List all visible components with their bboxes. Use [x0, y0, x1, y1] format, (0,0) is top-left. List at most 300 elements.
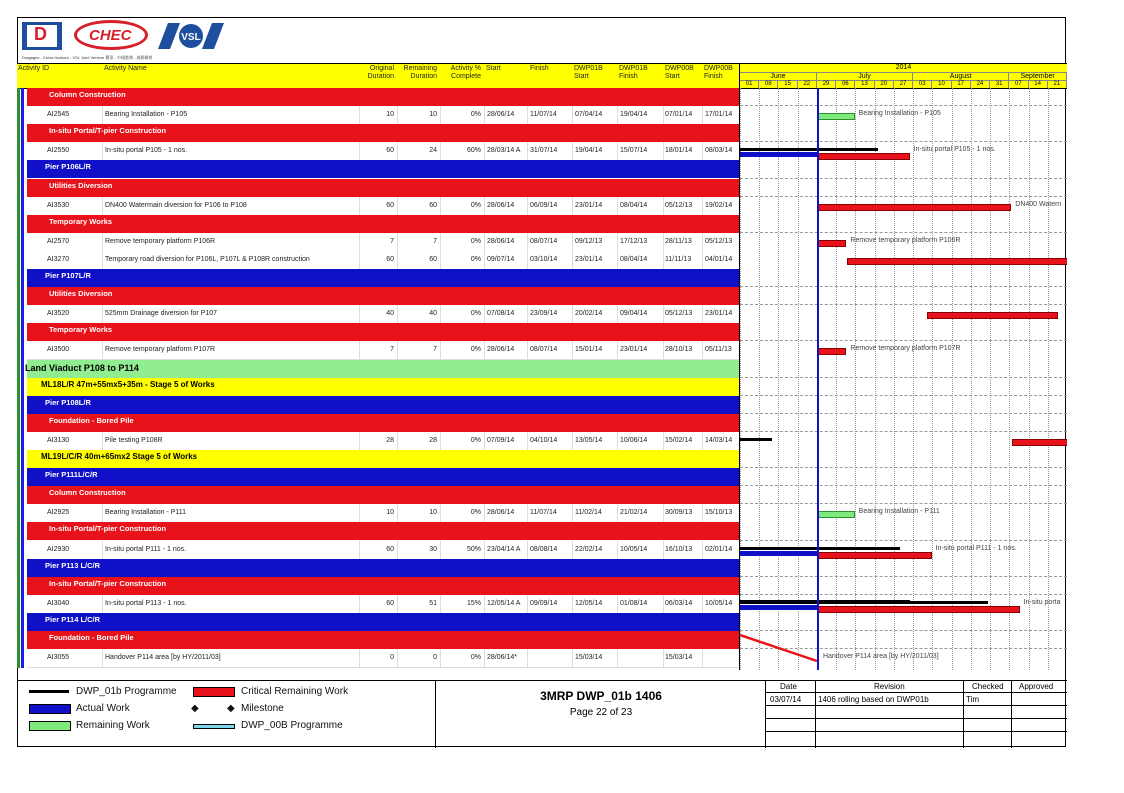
- rev-description: 1406 rolling based on DWP01b: [818, 695, 929, 704]
- critical-bar[interactable]: [817, 204, 1011, 211]
- legend-dwp00b: DWP_00B Programme: [241, 720, 343, 731]
- activity-row[interactable]: [27, 305, 739, 324]
- data-date-line: [817, 88, 819, 670]
- cell-s00: 16/10/13: [665, 545, 693, 553]
- cell-od: 0: [390, 654, 394, 662]
- dwp01b-bar[interactable]: [740, 547, 900, 550]
- cell-f01: 19/04/14: [620, 111, 648, 119]
- timescale-month: July: [817, 73, 913, 81]
- wbs-label: In-situ Portal/T-pier Construction: [49, 578, 167, 588]
- wbs-band[interactable]: [27, 360, 739, 378]
- column-header-row: [17, 63, 739, 89]
- activity-row[interactable]: [27, 106, 739, 125]
- cell-s00: 06/03/14: [665, 599, 693, 607]
- activity-row[interactable]: [27, 541, 739, 560]
- legend-milestone: Milestone: [241, 703, 284, 714]
- header-dwp01b-start[interactable]: DWP01B Start: [574, 65, 603, 80]
- grid-line: [778, 88, 779, 670]
- wbs-label: Pier P108L/R: [45, 397, 91, 407]
- dwp01b-bar[interactable]: [740, 148, 878, 151]
- cell-s00: 30/09/13: [665, 509, 693, 517]
- timescale-month: September: [1009, 73, 1067, 81]
- cell-od: 7: [390, 346, 394, 354]
- cell-pct: 0%: [470, 201, 481, 209]
- activity-row[interactable]: [27, 649, 739, 668]
- gantt-bar-label: Bearing Installation - P105: [858, 110, 941, 118]
- grid-line: [1029, 88, 1030, 670]
- activity-row[interactable]: [27, 595, 739, 614]
- wbs-gantt-band: [740, 232, 1067, 233]
- critical-swatch-icon: [193, 687, 235, 697]
- cell-finish: 08/08/14: [530, 545, 558, 553]
- critical-bar[interactable]: [817, 606, 1020, 613]
- cell-rd: 7: [433, 346, 437, 354]
- cell-name: Temporary road diversion for P106L, P107L & P108R construction: [105, 255, 310, 263]
- actual-bar[interactable]: [740, 152, 817, 157]
- cell-id: AI2930: [47, 545, 70, 553]
- cell-od: 60: [386, 255, 394, 263]
- wbs-band[interactable]: [27, 396, 739, 414]
- critical-bar[interactable]: [817, 348, 846, 355]
- cell-s01: 20/02/14: [575, 310, 603, 318]
- header-activity-name[interactable]: Activity Name: [104, 65, 147, 72]
- gantt-bar-label: In-situ portal P105 - 1 nos.: [913, 146, 996, 154]
- cell-rd: 0: [433, 654, 437, 662]
- timescale-year: 2014: [740, 64, 1067, 73]
- grid-line: [952, 88, 953, 670]
- cell-rd: 28: [429, 436, 437, 444]
- cell-finish: 08/07/14: [530, 346, 558, 354]
- cell-rd: 60: [429, 255, 437, 263]
- legend-critical: Critical Remaining Work: [241, 686, 349, 697]
- cell-pct: 0%: [470, 111, 481, 119]
- page-number: Page 22 of 23: [569, 707, 633, 718]
- wbs-band[interactable]: [27, 631, 739, 649]
- cell-start: 09/07/14: [487, 255, 515, 263]
- wbs-label: Utilities Diversion: [49, 289, 113, 299]
- rev-header-approved: Approved: [1019, 682, 1054, 691]
- cell-s01: 15/01/14: [575, 346, 603, 354]
- cell-s01: 07/04/14: [575, 111, 603, 119]
- legend-actual: Actual Work: [76, 703, 130, 714]
- cell-id: AI3530: [47, 201, 70, 209]
- cell-name: In-situ portal P113 - 1 nos.: [105, 599, 187, 607]
- wbs-label: In-situ Portal/T-pier Construction: [49, 126, 167, 136]
- cell-f00: 04/01/14: [705, 255, 733, 263]
- legend-remaining: Remaining Work: [76, 720, 150, 731]
- cell-rd: 60: [429, 201, 437, 209]
- cell-id: AI3500: [47, 346, 70, 354]
- legend-dwp01b: DWP_01b Programme: [76, 686, 177, 697]
- wbs-label: Utilities Diversion: [49, 180, 113, 190]
- gantt-bar-label: Bearing Installation - P111: [858, 508, 940, 516]
- cell-s00: 18/01/14: [665, 147, 693, 155]
- wbs-band[interactable]: [27, 414, 739, 432]
- cell-start: 28/06/14*: [487, 654, 517, 662]
- milestone-link: [740, 631, 1067, 670]
- wbs-band[interactable]: [27, 450, 739, 468]
- revision-table: [765, 680, 1067, 748]
- wbs-band[interactable]: [27, 323, 739, 341]
- grid-line: [875, 88, 876, 670]
- activity-row[interactable]: [27, 233, 739, 252]
- wbs-gantt-band: [740, 431, 1067, 432]
- gantt-bar-label: Handover P114 area [by HY/2011/03]: [822, 653, 939, 661]
- timescale-header: [739, 63, 1067, 89]
- wbs-label: ML19L/C/R 40m+65mx2 Stage 5 of Works: [41, 452, 198, 461]
- cell-f00: 23/01/14: [705, 310, 733, 318]
- cell-name: DN400 Watermain diversion for P106 to P108: [105, 201, 247, 209]
- cell-f00: 02/01/14: [705, 545, 733, 553]
- cell-f01: 23/01/14: [620, 346, 648, 354]
- cell-pct: 60%: [466, 147, 481, 155]
- wbs-label: Pier P113 L/C/R: [45, 560, 101, 570]
- cell-start: 07/09/14: [487, 436, 515, 444]
- timescale-day: 21: [1048, 81, 1067, 88]
- cell-f01: 17/12/13: [620, 237, 648, 245]
- cell-od: 60: [386, 599, 394, 607]
- timescale-day: 15: [778, 81, 797, 88]
- dragages-logo-icon: D: [22, 22, 62, 50]
- cell-f01: 08/04/14: [620, 255, 648, 263]
- cell-name: Remove temporary platform P107R: [105, 346, 216, 354]
- cell-start: 28/06/14: [487, 111, 515, 119]
- cell-id: AI2545: [47, 111, 70, 119]
- cell-rd: 51: [429, 599, 437, 607]
- timescale-month: June: [740, 73, 817, 81]
- cell-f01: 15/07/14: [620, 147, 648, 155]
- grid-line: [894, 88, 895, 670]
- gantt-bar-label: Remove temporary platform P107R: [850, 345, 961, 353]
- schedule-title: 3MRP DWP_01b 1406: [540, 689, 662, 703]
- cell-od: 60: [386, 201, 394, 209]
- svg-text:VSL: VSL: [181, 32, 201, 43]
- critical-bar[interactable]: [817, 240, 846, 247]
- cell-name: Bearing Installation - P111: [105, 509, 187, 517]
- wbs-band[interactable]: [27, 486, 739, 504]
- cell-f00: 15/10/13: [705, 509, 733, 517]
- remaining-swatch-icon: [29, 721, 71, 731]
- cell-finish: 23/09/14: [530, 310, 558, 318]
- wbs-gantt-band: [740, 141, 1067, 142]
- wbs-label: Temporary Works: [49, 216, 113, 226]
- gantt-bar-label: DN400 Watern: [1015, 200, 1062, 208]
- cell-start: 23/04/14 A: [487, 545, 521, 553]
- cell-start: 28/03/14 A: [487, 147, 521, 155]
- timescale-day: 03: [913, 81, 932, 88]
- remaining-bar[interactable]: [817, 511, 855, 518]
- cell-s01: 23/01/14: [575, 201, 603, 209]
- cell-f00: 17/01/14: [705, 111, 733, 119]
- cell-pct: 0%: [470, 436, 481, 444]
- wbs-band[interactable]: [27, 215, 739, 233]
- timescale-day: 08: [759, 81, 778, 88]
- wbs-label: Column Construction: [49, 488, 126, 498]
- company-logos: [20, 20, 320, 64]
- cell-id: AI2570: [47, 237, 70, 245]
- cell-name: In-situ portal P105 - 1 nos.: [105, 147, 188, 155]
- timescale-month: August: [913, 73, 1009, 81]
- cell-start: 12/05/14 A: [487, 599, 521, 607]
- critical-bar[interactable]: [1012, 439, 1067, 446]
- cell-finish: 11/07/14: [530, 111, 557, 119]
- actual-bar[interactable]: [740, 605, 817, 610]
- cell-rd: 24: [429, 147, 437, 155]
- cell-od: 10: [386, 509, 394, 517]
- activity-row[interactable]: [27, 432, 739, 451]
- cell-s00: 28/11/13: [665, 237, 692, 245]
- timescale-day: 31: [990, 81, 1009, 88]
- wbs-label: Pier P107L/R: [45, 271, 91, 280]
- title-block: [435, 680, 766, 748]
- wbs-gantt-band: [740, 286, 1067, 287]
- gantt-chart: [739, 88, 1067, 670]
- wbs-band[interactable]: [27, 88, 739, 106]
- cell-name: Handover P114 area [by HY/2011/03]: [105, 654, 221, 662]
- cell-id: AI3040: [47, 599, 70, 607]
- timescale-day: 13: [855, 81, 874, 88]
- critical-bar[interactable]: [817, 153, 910, 160]
- cell-pct: 0%: [470, 509, 481, 517]
- cell-f00: 08/03/14: [705, 147, 733, 155]
- cell-s00: 05/12/13: [665, 201, 693, 209]
- actual-swatch-icon: [29, 704, 71, 714]
- cell-od: 60: [386, 147, 394, 155]
- cell-id: AI2550: [47, 147, 70, 155]
- cell-f01: 21/02/14: [620, 509, 648, 517]
- wbs-band[interactable]: [27, 179, 739, 197]
- critical-bar[interactable]: [927, 312, 1058, 319]
- cell-s01: 19/04/14: [575, 147, 603, 155]
- cell-s01: 11/02/14: [575, 509, 602, 517]
- cell-finish: 06/09/14: [530, 201, 558, 209]
- activity-row[interactable]: [27, 197, 739, 216]
- cell-pct: 0%: [470, 255, 481, 263]
- cell-start: 28/06/14: [487, 346, 515, 354]
- wbs-band[interactable]: [27, 378, 739, 396]
- cell-start: 28/06/14: [487, 201, 515, 209]
- cell-rd: 10: [429, 509, 437, 517]
- gantt-bar-label: Remove temporary platform P106R: [850, 236, 961, 244]
- header-activity-complete[interactable]: Activity % Complete: [450, 65, 481, 80]
- wbs-gantt-band: [740, 540, 1067, 541]
- grid-line: [740, 88, 741, 670]
- timescale-day: 27: [894, 81, 913, 88]
- cell-f01: 10/05/14: [620, 545, 648, 553]
- wbs-gantt-band: [740, 304, 1067, 305]
- wbs-band[interactable]: [27, 468, 739, 486]
- wbs-gantt-band: [740, 485, 1067, 486]
- milestone-diamond-icon: ◆: [191, 703, 199, 714]
- activity-row[interactable]: [27, 341, 739, 360]
- cell-f00: 19/02/14: [705, 201, 733, 209]
- cell-pct: 0%: [470, 237, 481, 245]
- grid-line: [759, 88, 760, 670]
- wbs-band[interactable]: [27, 160, 739, 178]
- grid-line: [798, 88, 799, 670]
- dwp01b-swatch-icon: [29, 690, 69, 693]
- rev-date: 03/07/14: [770, 695, 802, 704]
- header-finish[interactable]: Finish: [530, 65, 549, 72]
- cell-od: 40: [386, 310, 394, 318]
- cell-pct: 0%: [470, 654, 481, 662]
- cell-s01: 23/01/14: [575, 255, 603, 263]
- cell-s00: 05/12/13: [665, 310, 693, 318]
- cell-finish: 09/09/14: [530, 599, 558, 607]
- timescale-day: 20: [875, 81, 894, 88]
- timescale-day: 29: [817, 81, 836, 88]
- dwp01b-bar[interactable]: [740, 438, 772, 441]
- wbs-gantt-band: [740, 340, 1067, 341]
- cell-start: 28/06/14: [487, 509, 515, 517]
- gantt-bar-label: In-situ portal P111 - 1 nos.: [935, 544, 1017, 552]
- timescale-day: 01: [740, 81, 759, 88]
- wbs-gantt-band: [740, 594, 1067, 595]
- grid-line: [971, 88, 972, 670]
- grid-line: [1048, 88, 1049, 670]
- rev-header-revision: Revision: [874, 682, 905, 691]
- cell-rd: 7: [433, 237, 437, 245]
- timescale-day: 07: [1009, 81, 1028, 88]
- cell-rd: 10: [429, 111, 437, 119]
- cell-pct: 15%: [466, 599, 481, 607]
- timescale-day: 22: [798, 81, 817, 88]
- rev-header-date: Date: [780, 682, 797, 691]
- cell-rd: 40: [429, 310, 437, 318]
- grid-line: [990, 88, 991, 670]
- gantt-bar-label: In-situ porta: [1023, 598, 1061, 606]
- cell-f01: 08/04/14: [620, 201, 648, 209]
- cell-s00: 11/11/13: [665, 255, 692, 263]
- cell-f01: 01/08/14: [620, 599, 648, 607]
- header-original-duration[interactable]: Original Duration: [367, 65, 394, 80]
- cell-id: AI3130: [47, 436, 70, 444]
- cell-id: AI3270: [47, 255, 70, 263]
- cell-f01: 10/06/14: [620, 436, 648, 444]
- remaining-bar[interactable]: [817, 113, 855, 120]
- activity-row[interactable]: [27, 142, 739, 161]
- cell-s01: 15/03/14: [575, 654, 603, 662]
- rev-header-checked: Checked: [972, 682, 1004, 691]
- header-dwp00b-finish[interactable]: DWP00B Finish: [704, 65, 733, 80]
- cell-s00: 15/03/14: [665, 654, 693, 662]
- wbs-label: Land Viaduct P108 to P114: [25, 362, 139, 373]
- grid-line: [836, 88, 837, 670]
- activity-row[interactable]: [27, 251, 739, 270]
- wbs-gantt-band: [740, 196, 1067, 197]
- wbs-label: Pier P106L/R: [45, 162, 91, 172]
- header-start[interactable]: Start: [486, 65, 501, 72]
- grid-line: [913, 88, 914, 670]
- grid-line: [932, 88, 933, 670]
- cell-id: AI3055: [47, 654, 70, 662]
- header-activity-id[interactable]: Activity ID: [18, 65, 50, 72]
- rev-checked: Tim: [966, 695, 980, 704]
- wbs-gantt-band: [740, 576, 1067, 577]
- dwp01b-bar[interactable]: [740, 600, 910, 603]
- timescale-day: 06: [836, 81, 855, 88]
- cell-s01: 22/02/14: [575, 545, 603, 553]
- cell-name: Remove temporary platform P106R: [105, 237, 216, 245]
- actual-bar[interactable]: [740, 551, 817, 556]
- cell-name: 525mm Drainage diversion for P107: [105, 310, 218, 318]
- wbs-band[interactable]: [27, 287, 739, 305]
- wbs-gantt-band: [740, 467, 1067, 468]
- wbs-band[interactable]: [27, 577, 739, 595]
- critical-bar[interactable]: [817, 552, 932, 559]
- wbs-label: ML18L/R 47m+55mx5+35m - Stage 5 of Works: [41, 379, 215, 389]
- wbs-gantt-band: [740, 178, 1067, 179]
- cell-s01: 12/05/14: [575, 599, 603, 607]
- cell-finish: 04/10/14: [530, 436, 558, 444]
- cell-start: 28/06/14: [487, 237, 515, 245]
- cell-name: Bearing Installation - P105: [105, 111, 188, 119]
- wbs-band[interactable]: [27, 559, 739, 577]
- wbs-gantt-band: [740, 503, 1067, 504]
- dwp00b-swatch-icon: [193, 724, 235, 729]
- cell-pct: 50%: [466, 545, 481, 553]
- timescale-day: 17: [952, 81, 971, 88]
- header-dwp01b-finish[interactable]: DWP01B Finish: [619, 65, 648, 80]
- cell-s00: 15/02/14: [665, 436, 693, 444]
- wbs-label: Foundation - Bored Pile: [49, 415, 134, 425]
- cell-finish: 31/07/14: [530, 147, 558, 155]
- cell-finish: 03/10/14: [530, 255, 558, 263]
- wbs-gantt-band: [740, 413, 1067, 414]
- wbs-gantt-band: [740, 105, 1067, 106]
- cell-f00: 10/05/14: [705, 599, 733, 607]
- critical-bar[interactable]: [847, 258, 1067, 265]
- cell-f00: 05/11/13: [705, 346, 732, 354]
- cell-name: Pile testing P108R: [105, 436, 163, 444]
- wbs-gantt-band: [740, 377, 1067, 378]
- wbs-band[interactable]: [27, 124, 739, 142]
- cell-rd: 30: [429, 545, 437, 553]
- cell-s01: 13/05/14: [575, 436, 603, 444]
- cell-f01: 09/04/14: [620, 310, 648, 318]
- wbs-label: Column Construction: [49, 90, 126, 99]
- wbs-band[interactable]: [27, 613, 739, 631]
- header-dwp00b-start[interactable]: DWP00B Start: [665, 65, 694, 80]
- cell-finish: 11/07/14: [530, 509, 557, 517]
- cell-pct: 0%: [470, 310, 481, 318]
- cell-od: 7: [390, 237, 394, 245]
- cell-s00: 28/10/13: [665, 346, 693, 354]
- cell-start: 07/08/14: [487, 310, 515, 318]
- cell-s00: 07/01/14: [665, 111, 693, 119]
- legend: [17, 680, 435, 748]
- wbs-label: Pier P111L/C/R: [45, 470, 98, 480]
- cell-f00: 14/03/14: [705, 436, 733, 444]
- cell-name: In-situ portal P111 - 1 nos.: [105, 545, 187, 553]
- chec-logo-icon: CHEC: [74, 20, 148, 50]
- wbs-band[interactable]: [27, 269, 739, 287]
- outline-level-bars: [17, 88, 26, 668]
- cell-od: 10: [386, 111, 394, 119]
- activity-row[interactable]: [27, 504, 739, 523]
- milestone-diamond-icon: ◆: [227, 703, 235, 714]
- cell-s01: 09/12/13: [575, 237, 603, 245]
- vsl-logo-icon: [158, 23, 224, 49]
- cell-id: AI3520: [47, 310, 70, 318]
- wbs-band[interactable]: [27, 522, 739, 540]
- cell-id: AI2925: [47, 509, 70, 517]
- cell-finish: 08/07/14: [530, 237, 558, 245]
- cell-pct: 0%: [470, 346, 481, 354]
- cell-f00: 05/12/13: [705, 237, 733, 245]
- header-remaining-duration[interactable]: Remaining Duration: [403, 65, 437, 80]
- timescale-day: 24: [971, 81, 990, 88]
